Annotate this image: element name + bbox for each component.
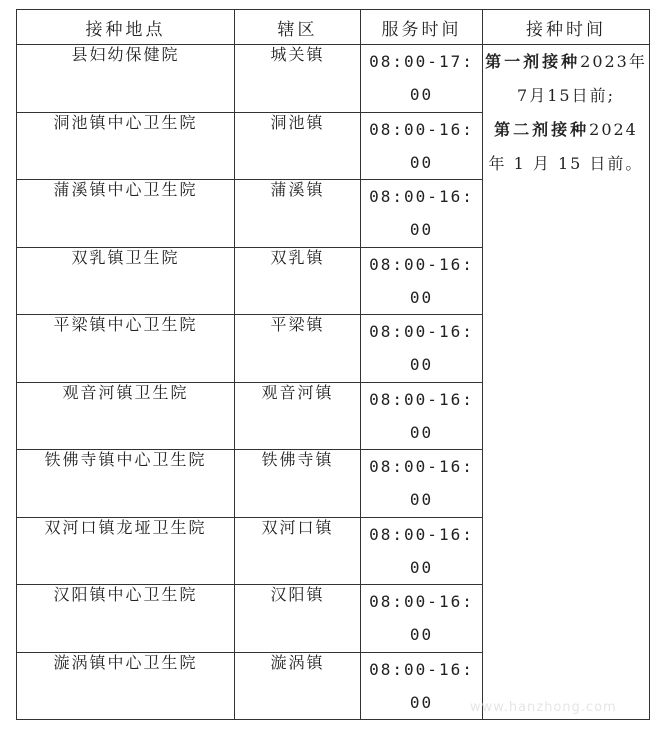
hours-cell bbox=[361, 382, 483, 450]
hours-line-2: 00 bbox=[409, 152, 434, 172]
hours-line-2: 00 bbox=[409, 692, 434, 712]
header-row bbox=[17, 10, 650, 45]
district-cell: 铁佛寺镇 bbox=[235, 450, 361, 518]
site-cell: 洞池镇中心卫生院 bbox=[17, 112, 235, 180]
hours-line-1: 08:00-16: bbox=[369, 592, 474, 611]
site-cell: 双河口镇龙垭卫生院 bbox=[17, 517, 235, 585]
table-header bbox=[17, 10, 650, 45]
second-dose-deadline: 2024 年 1 月 15 日前。 bbox=[488, 120, 644, 173]
site-cell: 县妇幼保健院 bbox=[17, 45, 235, 113]
hours-cell bbox=[361, 585, 483, 653]
hours-line-1: 08:00-16: bbox=[369, 119, 474, 139]
district-cell: 洞池镇 bbox=[235, 112, 361, 180]
site-cell: 蒲溪镇中心卫生院 bbox=[17, 180, 235, 248]
hours-cell bbox=[361, 315, 483, 383]
vaccination-time-cell bbox=[483, 45, 650, 720]
header-district: 辖区 bbox=[235, 10, 361, 45]
hours-cell bbox=[361, 45, 483, 113]
hours-cell bbox=[361, 450, 483, 518]
district-cell: 观音河镇 bbox=[235, 382, 361, 450]
hours-cell bbox=[361, 247, 483, 315]
site-cell: 观音河镇卫生院 bbox=[17, 382, 235, 450]
hours-line-1: 08:00-16: bbox=[369, 389, 474, 409]
hours-line-2: 00 bbox=[409, 220, 434, 239]
site-cell: 平梁镇中心卫生院 bbox=[17, 315, 235, 383]
second-dose bbox=[483, 113, 649, 181]
second-dose-label: 第二剂接种 bbox=[494, 120, 590, 139]
vaccination-schedule-table bbox=[16, 9, 650, 720]
district-cell: 漩涡镇 bbox=[235, 652, 361, 720]
hours-line-1: 08:00-16: bbox=[369, 254, 474, 274]
table-body bbox=[17, 45, 650, 720]
district-cell: 双乳镇 bbox=[235, 247, 361, 315]
first-dose bbox=[483, 45, 649, 113]
hours-line-1: 08:00-16: bbox=[369, 524, 474, 544]
hours-line-2: 00 bbox=[409, 557, 434, 577]
site-cell: 双乳镇卫生院 bbox=[17, 247, 235, 315]
hours-cell bbox=[361, 180, 483, 248]
hours-cell bbox=[361, 517, 483, 585]
district-cell: 蒲溪镇 bbox=[235, 180, 361, 248]
header-site: 接种地点 bbox=[17, 10, 235, 45]
hours-line-2: 00 bbox=[409, 85, 434, 104]
site-cell: 铁佛寺镇中心卫生院 bbox=[17, 450, 235, 518]
hours-cell bbox=[361, 652, 483, 720]
district-cell: 汉阳镇 bbox=[235, 585, 361, 653]
district-cell: 平梁镇 bbox=[235, 315, 361, 383]
first-dose-label: 第一剂接种 bbox=[485, 52, 581, 71]
hours-line-2: 00 bbox=[409, 287, 434, 307]
hours-line-2: 00 bbox=[409, 355, 434, 374]
site-cell: 漩涡镇中心卫生院 bbox=[17, 652, 235, 720]
hours-line-1: 08:00-16: bbox=[369, 322, 474, 341]
watermark: www.hanzhong.com bbox=[470, 700, 617, 715]
hours-line-2: 00 bbox=[409, 422, 434, 442]
hours-line-1: 08:00-16: bbox=[369, 457, 474, 476]
hours-line-2: 00 bbox=[409, 625, 434, 644]
district-cell: 城关镇 bbox=[235, 45, 361, 113]
hours-line-1: 08:00-16: bbox=[369, 659, 474, 679]
table-row bbox=[17, 45, 650, 113]
hours-line-1: 08:00-17: bbox=[369, 52, 474, 71]
header-vaccination-time: 接种时间 bbox=[483, 10, 650, 45]
first-dose-deadline: 2023年7月15日前; bbox=[517, 52, 647, 105]
hours-line-2: 00 bbox=[409, 490, 434, 509]
district-cell: 双河口镇 bbox=[235, 517, 361, 585]
site-cell: 汉阳镇中心卫生院 bbox=[17, 585, 235, 653]
hours-line-1: 08:00-16: bbox=[369, 187, 474, 206]
header-service-hours: 服务时间 bbox=[361, 10, 483, 45]
hours-cell bbox=[361, 112, 483, 180]
